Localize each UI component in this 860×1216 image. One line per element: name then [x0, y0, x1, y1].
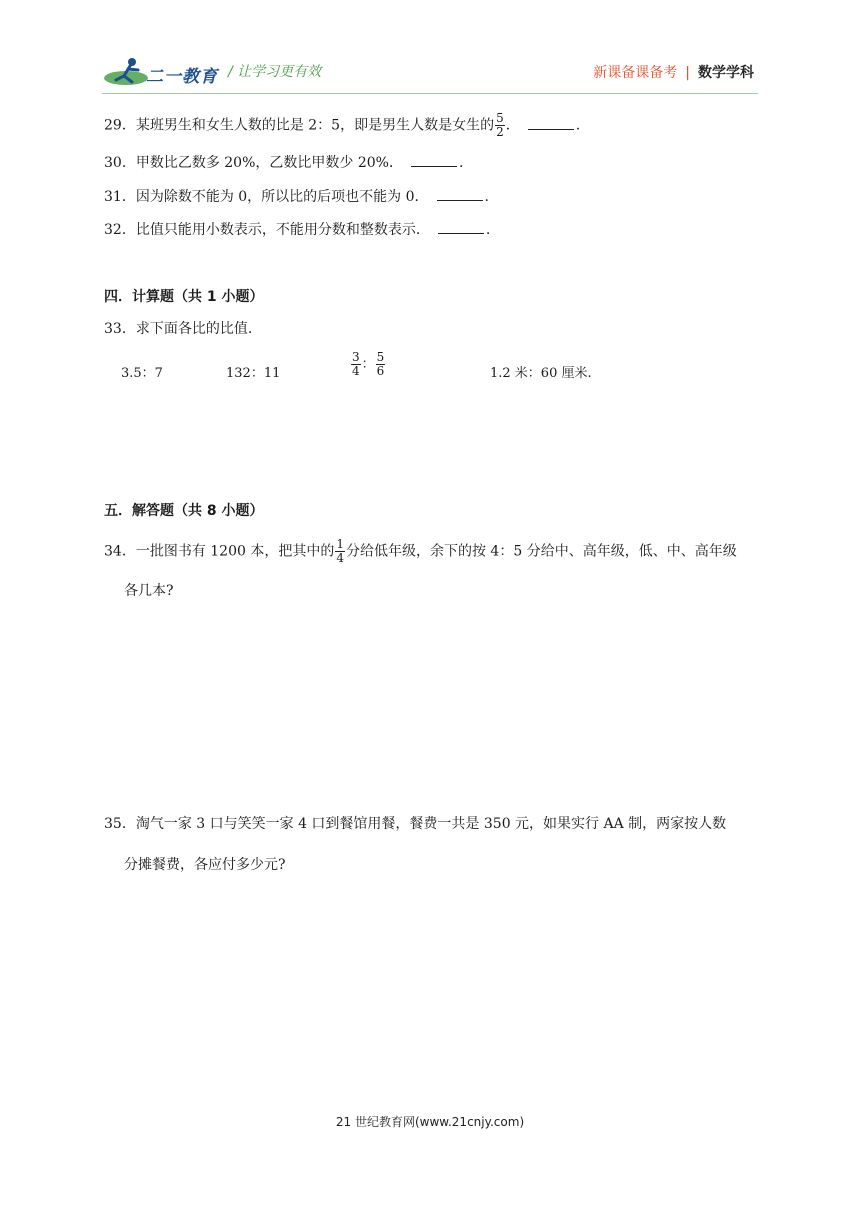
calc-item-a: 3.5：7: [121, 366, 163, 381]
calc-item-b: 132：11: [226, 366, 281, 381]
fraction: $\frac{1}{4}$: [336, 537, 344, 565]
question-31: 31．因为除数不能为 0，所以比的后项也不能为 0． .: [104, 186, 489, 207]
header-tags: [593, 62, 754, 82]
section-5-title: 五．解答题（共 8 小题）: [104, 503, 264, 519]
fraction: $\frac{5}{6}$: [376, 350, 385, 378]
calc-item-c: $\frac{3}{4}$ ： $\frac{5}{6}$: [352, 350, 385, 378]
fraction: $\frac{3}{4}$: [352, 350, 360, 378]
answer-blank[interactable]: [528, 115, 574, 130]
page-footer: 21 世纪教育网(www.21cnjy.com): [335, 1115, 525, 1129]
question-34: 34．一批图书有 1200 本，把其中的 $\frac{1}{4}$ 分给低年级，余下的按 4：5 分给中、高年级，低、中、高年级: [104, 537, 737, 565]
question-32: 32．比值只能用小数表示，不能用分数和整数表示． .: [104, 219, 490, 240]
slogan: / 让学习更有效: [228, 64, 322, 80]
tag-separator: |: [685, 65, 690, 81]
calc-item-d: 1.2 米：60 厘米.: [490, 366, 592, 381]
page-header: [0, 0, 860, 100]
question-30: 30．甲数比乙数多 20%，乙数比甲数少 20%． .: [104, 152, 463, 173]
logo-text: 二一教育: [146, 67, 218, 87]
question-34-cont: 各几本?: [124, 583, 174, 599]
tag-subject: 数学学科: [698, 65, 754, 81]
question-33: 33．求下面各比的比值.: [104, 321, 253, 337]
tag-course-prep: 新课备课备考: [593, 65, 678, 81]
question-35-cont: 分摊餐费，各应付多少元?: [124, 857, 286, 873]
answer-blank[interactable]: [438, 219, 484, 234]
fraction: $\frac{5}{2}$: [496, 111, 504, 139]
section-4-title: 四．计算题（共 1 小题）: [104, 289, 264, 305]
answer-blank[interactable]: [411, 152, 457, 167]
header-divider: [102, 93, 758, 94]
question-29: 29．某班男生和女生人数的比是 2：5，即是男生人数是女生的 $\frac{5}{2}$ ． .: [104, 111, 581, 139]
question-35: 35．淘气一家 3 口与笑笑一家 4 口到餐馆用餐，餐费一共是 350 元，如果实行 AA 制，两家按人数: [104, 816, 727, 832]
answer-blank[interactable]: [437, 186, 483, 201]
